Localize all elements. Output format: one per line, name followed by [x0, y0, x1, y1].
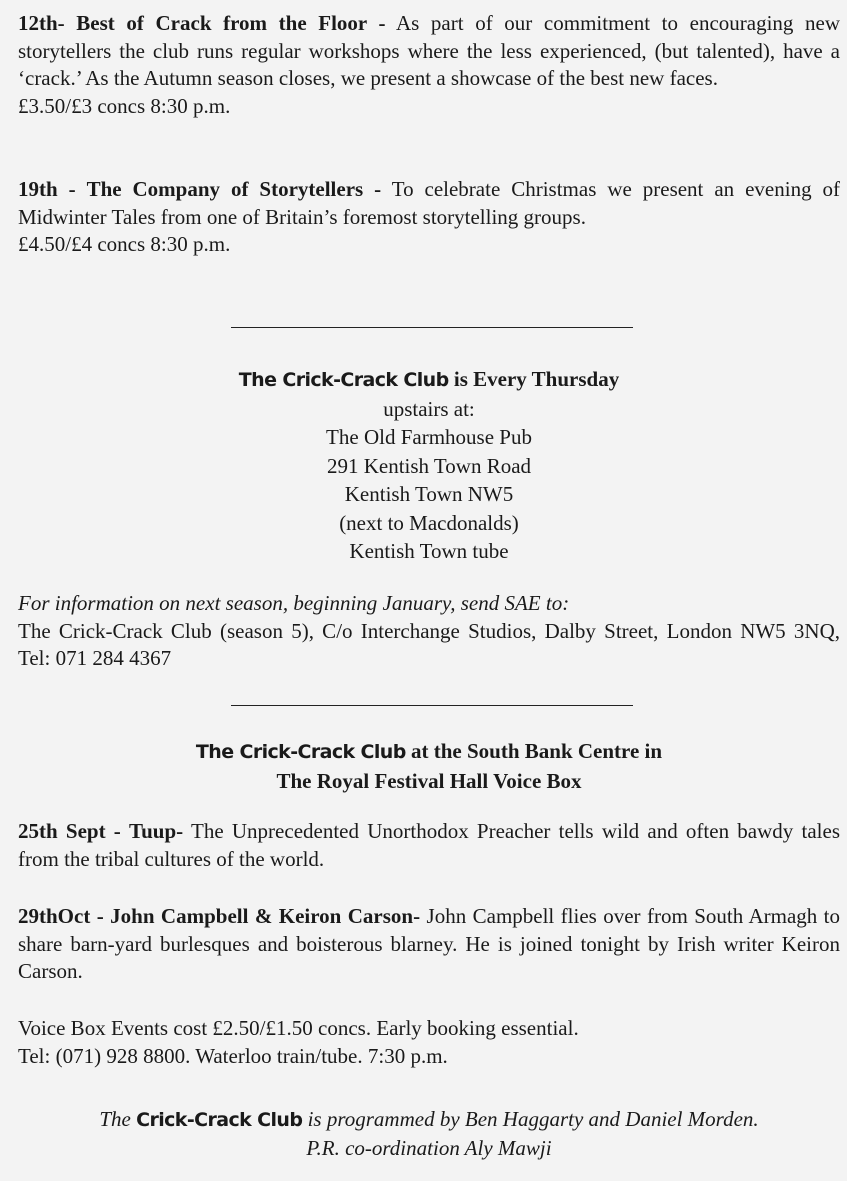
- venue-line: upstairs at:: [383, 396, 475, 421]
- event-price-time: £4.50/£4 concs 8:30 p.m.: [18, 232, 231, 256]
- cost-line: Voice Box Events cost £2.50/£1.50 concs. Early booking essential.: [18, 1016, 579, 1040]
- venue-line: Kentish Town tube: [349, 539, 509, 563]
- credits-post: is programmed by Ben Haggarty and Daniel Morden.: [302, 1107, 759, 1131]
- event-description: To celebrate Christmas we present an evening of Midwinter Tales from one of Britain’s foremost storytelling groups.: [18, 177, 841, 229]
- event-25th-sept: [18, 818, 840, 873]
- credits: [18, 1106, 840, 1162]
- venue-line: 291 Kentish Town Road: [326, 453, 532, 478]
- event-paragraph: [18, 176, 840, 231]
- event-description: As part of our commitment to encouraging new storytellers the club runs regular workshops where the less experienced, (but talented), have a ‘crack.’ As the Autumn season closes, we present a showcase of the best new faces.: [18, 11, 841, 90]
- info-address: The Crick-Crack Club (season 5), C/o Interchange Studios, Dalby Street, London NW5 3NQ, Tel: 071 284 4367: [18, 618, 840, 670]
- event-price-time: £3.50/£3 concs 8:30 p.m.: [18, 93, 231, 118]
- venue-section: [18, 365, 840, 566]
- venue-line: Kentish Town NW5: [344, 482, 514, 506]
- event-title: Best of Crack from the Floor -: [76, 11, 386, 35]
- event-date: 12th-: [18, 11, 65, 35]
- venue-heading-text: is Every Thursday: [448, 367, 620, 391]
- event-19th: [18, 176, 840, 259]
- club-name-logo: The Crick-Crack Club: [238, 369, 449, 391]
- event-date: 25th Sept -: [18, 819, 121, 843]
- venue-line: The Old Farmhouse Pub: [326, 425, 532, 449]
- southbank-heading-line2: [18, 767, 840, 796]
- info-intro: For information on next season, beginning January, send SAE to:: [18, 591, 570, 615]
- event-paragraph: [18, 10, 840, 93]
- event-paragraph: [18, 903, 840, 986]
- voicebox-cost: [18, 1015, 840, 1070]
- event-title: John Campbell & Keiron Carson-: [110, 904, 421, 928]
- event-title: The Company of Storytellers -: [86, 177, 382, 201]
- divider-rule: [231, 327, 633, 328]
- club-name-logo: Crick-Crack Club: [136, 1109, 303, 1131]
- event-29th-oct: [18, 903, 840, 986]
- divider-rule: [231, 705, 633, 706]
- credits-line1: [18, 1106, 840, 1135]
- credits-line2: P.R. co-ordination Aly Mawji: [306, 1135, 552, 1160]
- event-description: John Campbell flies over from South Armagh to share barn-yard burlesques and boisterous blarney. He is joined tonight by Irish writer Keiron Carson.: [18, 904, 841, 983]
- event-paragraph: [18, 818, 840, 873]
- info-section: [18, 590, 840, 673]
- southbank-heading-line1: [18, 737, 840, 767]
- event-description: The Unprecedented Unorthodox Preacher tells wild and often bawdy tales from the tribal cultures of the world.: [18, 819, 841, 871]
- event-date: 29thOct -: [18, 904, 104, 928]
- venue-line: (next to Macdonalds): [339, 510, 519, 535]
- southbank-heading: [18, 737, 840, 796]
- cost-line: Tel: (071) 928 8800. Waterloo train/tube. 7:30 p.m.: [18, 1043, 448, 1068]
- venue-heading: [18, 365, 840, 395]
- credits-pre: The: [99, 1107, 137, 1131]
- southbank-heading-text: at the South Bank Centre in: [405, 739, 663, 763]
- event-title: Tuup-: [129, 819, 184, 843]
- event-date: 19th -: [18, 177, 76, 201]
- club-name-logo: The Crick-Crack Club: [195, 741, 406, 763]
- southbank-venue-name: The Royal Festival Hall Voice Box: [276, 769, 582, 793]
- event-12th: [18, 10, 840, 120]
